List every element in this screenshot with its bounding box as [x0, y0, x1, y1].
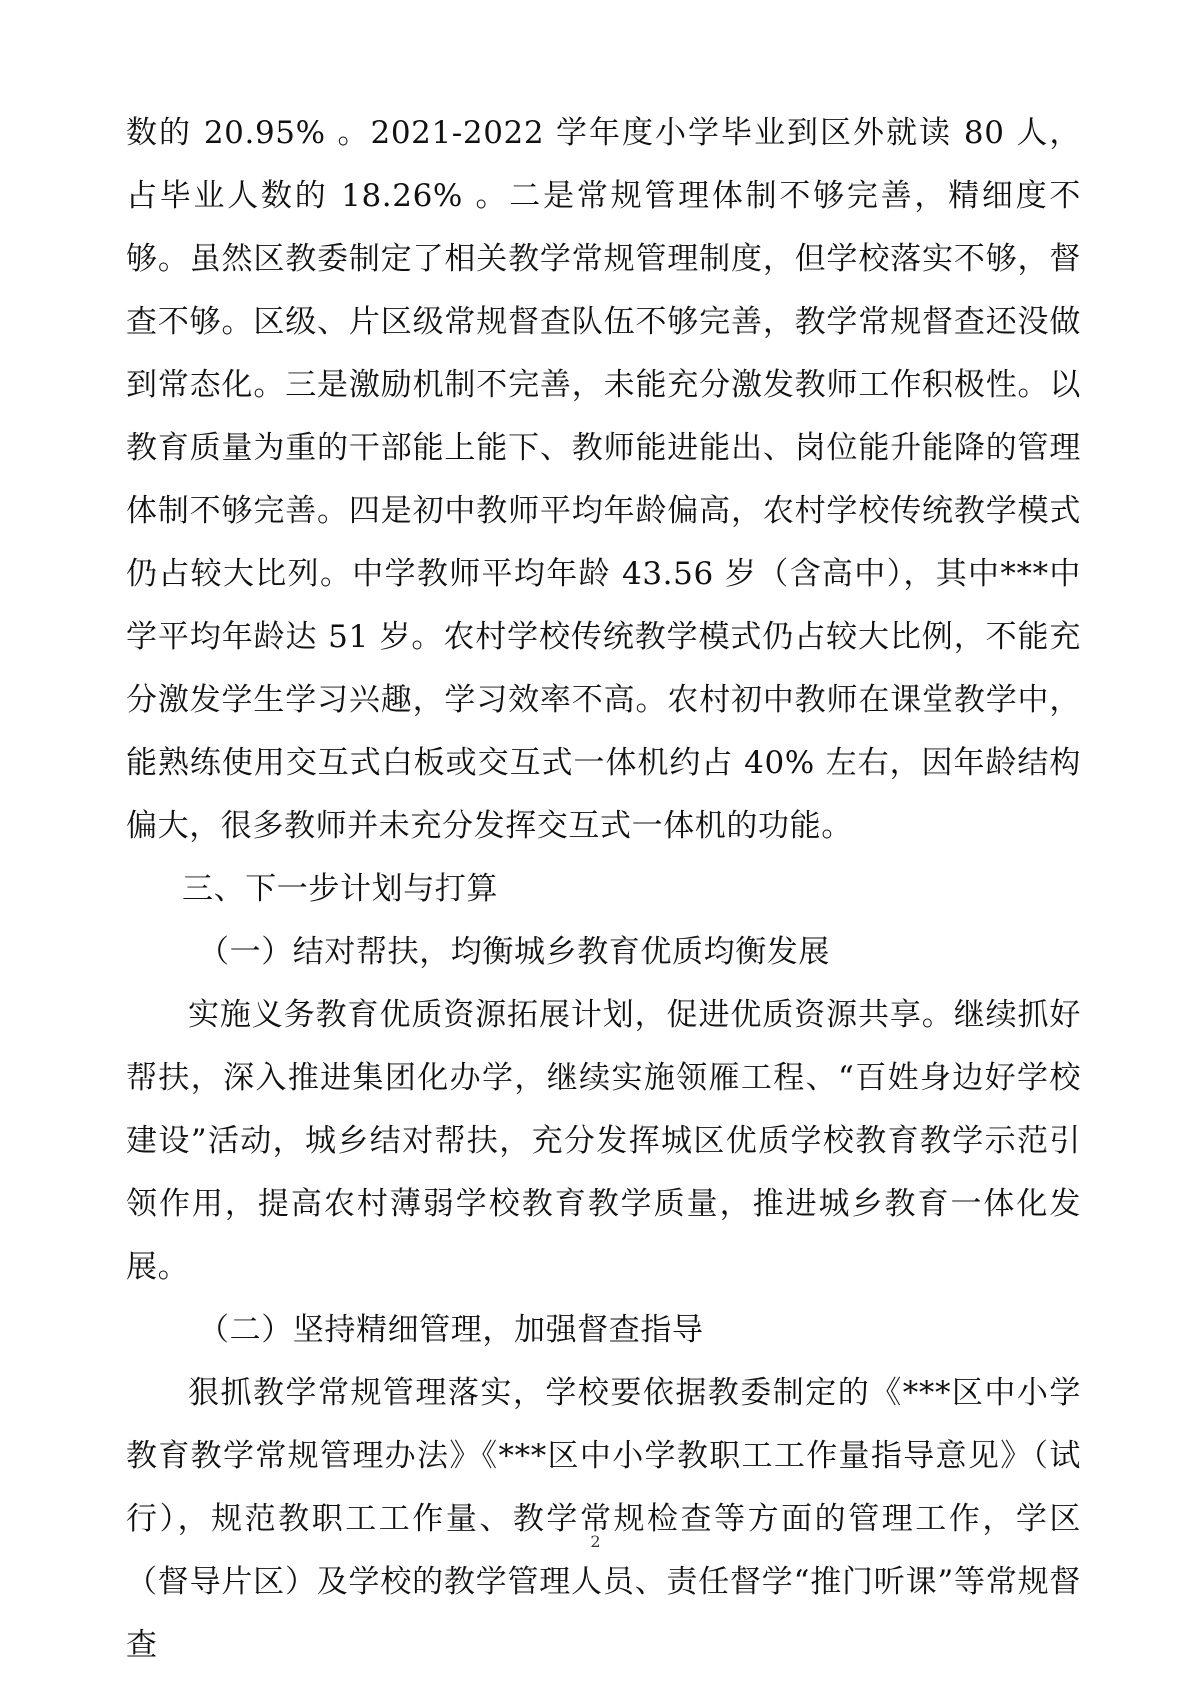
page-number: 2: [590, 1532, 601, 1551]
subsection-heading-pairing-support: （一）结对帮扶，均衡城乡教育优质均衡发展: [198, 934, 830, 970]
section-heading-next-steps: 三、下一步计划与打算: [182, 871, 498, 907]
paragraph-pairing-support: 实施义务教育优质资源拓展计划，促进优质资源共享。继续抓好帮扶，深入推进集团化办学，继续实施领雁工程、“百姓身边好学校建设”活动，城乡结对帮扶，充分发挥城区优质学校教育教学示范引领作用，提高农村薄弱学校教育教学质量，推进城乡教育一体化发展。: [126, 997, 1081, 1285]
document-body: [126, 102, 1081, 1677]
paragraph-problems-continued: 数的 20.95% 。2021-2022 学年度小学毕业到区外就读 80 人，占毕业人数的 18.26% 。二是常规管理体制不够完善，精细度不够。虽然区教委制定了相关教学常规管理制度，但学校落实不够，督查不够。区级、片区级常规督查队伍不够完善，教学常规督查还没做到常态化。三是激励机制不完善，未能充分激发教师工作积极性。以教育质量为重的干部能上能下、教师能进能出、岗位能升能降的管理体制不够完善。四是初中教师平均年龄偏高，农村学校传统教学模式仍占较大比列。中学教师平均年龄 43.56 岁（含高中），其中***中学平均年龄达 51 岁。农村学校传统教学模式仍占较大比例，不能充分激发学生学习兴趣，学习效率不高。农村初中教师在课堂教学中，能熟练使用交互式白板或交互式一体机约占 40% 左右，因年龄结构偏大，很多教师并未充分发挥交互式一体机的功能。: [126, 115, 1081, 844]
subsection-heading-fine-management: （二）坚持精细管理，加强督查指导: [198, 1312, 704, 1348]
paragraph-fine-management: 狠抓教学常规管理落实，学校要依据教委制定的《***区中小学教育教学常规管理办法》《***区中小学教职工工作量指导意见》（试行），规范教职工工作量、教学常规检查等方面的管理工作，学区（督导片区）及学校的教学管理人员、责任督学“推门听课”等常规督查: [126, 1375, 1081, 1663]
